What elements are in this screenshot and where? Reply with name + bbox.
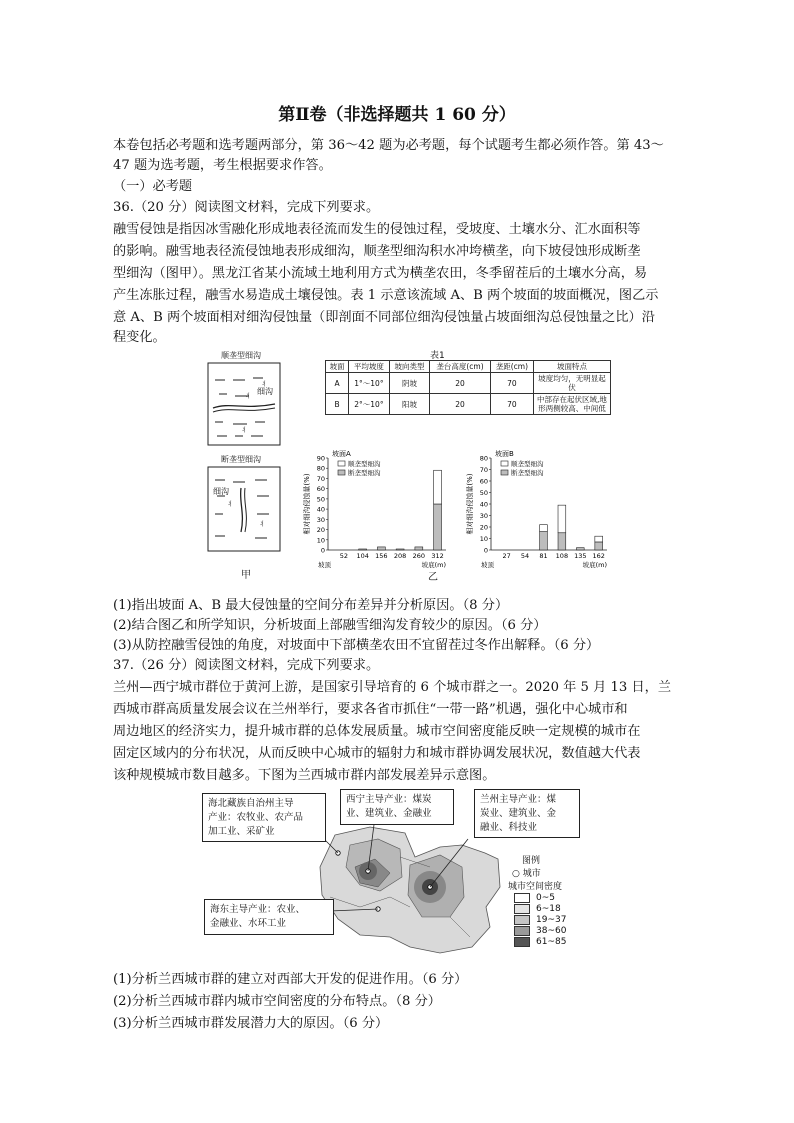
table-cell: 中部存在起伏区域,地形两侧较高、中间低 <box>534 394 611 415</box>
legend-range-label: 38~60 <box>536 926 567 936</box>
q36-para-line-6: 程变化。 <box>113 330 166 345</box>
callout-xining-line: 业、建筑业、金融业 <box>346 807 432 819</box>
table1-header: 坡向类型 <box>389 361 430 373</box>
legend-swatch-duanlong <box>338 470 345 475</box>
y-tick-label: 0 <box>320 546 325 555</box>
table1-header: 平均坡度 <box>349 361 390 373</box>
x-tick-label: 27 <box>502 552 511 560</box>
y-tick-label: 20 <box>479 523 488 532</box>
table-cell: A <box>326 373 349 394</box>
callout-xining-line: 西宁主导产业：煤炭 <box>346 794 432 805</box>
lanxi-map <box>200 787 592 959</box>
svg-text:丬: 丬 <box>227 501 234 508</box>
bar-duanlong <box>558 533 566 550</box>
y-tick-label: 60 <box>316 485 325 494</box>
table1 <box>325 360 611 415</box>
x-tick-label: 156 <box>375 552 388 560</box>
bar-duanlong <box>595 542 603 550</box>
table-row <box>326 373 611 394</box>
legend-label-duanlong: 断垄型细沟 <box>348 469 381 477</box>
legend-density-rows <box>508 893 590 947</box>
legend-density-title: 城市空间密度 <box>508 882 563 892</box>
y-tick-label: 20 <box>316 526 325 535</box>
y-tick-label: 40 <box>316 505 325 514</box>
callout-xining <box>340 789 454 825</box>
callout-haidong-line: 海东主导产业：农业、 <box>210 904 306 915</box>
city-marker-icon: ○ <box>512 869 520 879</box>
x-label-bottom: 坡底(m) <box>421 561 446 569</box>
callout-haidong-line: 金融业、水环工业 <box>210 917 287 929</box>
legend-swatch-duanlong <box>501 470 508 475</box>
y-tick-label: 60 <box>479 477 488 486</box>
x-tick-label: 135 <box>574 552 587 560</box>
diagram-duanlong <box>205 466 283 554</box>
y-tick-label: 70 <box>316 474 325 483</box>
table-cell: 1°～10° <box>349 373 390 394</box>
section-heading: （一）必考题 <box>113 179 193 194</box>
legend-label-duanlong: 断垄型细沟 <box>511 469 544 477</box>
y-tick-label: 80 <box>316 464 325 473</box>
y-tick-label: 40 <box>479 500 488 509</box>
table1-header: 垄距(cm) <box>490 361 533 373</box>
x-tick-label: 162 <box>592 552 605 560</box>
legend-density-row <box>514 926 590 936</box>
callout-haidong <box>204 899 334 935</box>
y-tick-label: 50 <box>316 495 325 504</box>
svg-text:丬: 丬 <box>259 521 266 528</box>
x-tick-label: 312 <box>431 552 444 560</box>
q36-heading: 36.（20 分）阅读图文材料，完成下列要求。 <box>113 200 380 215</box>
table-cell: 2°～10° <box>349 394 390 415</box>
x-tick-label: 260 <box>412 552 426 560</box>
callout-lanzhou-line: 兰州主导产业：煤 <box>480 794 557 805</box>
y-tick-label: 10 <box>479 535 488 543</box>
legend-swatch-shunlong <box>338 461 345 466</box>
q37-para-line-1: 兰州—西宁城市群位于黄河上游，是国家引导培育的 6 个城市群之一。2020 年 5 月 13 日，兰 <box>113 680 672 695</box>
gully-label-top: 细沟 <box>257 387 273 396</box>
legend-label-shunlong: 顺垄型细沟 <box>511 460 544 468</box>
table-row <box>326 394 611 415</box>
x-label-top: 坡顶 <box>481 561 494 569</box>
q36-para-line-1: 融雪侵蚀是指因冰雪融化形成地表径流而发生的侵蚀过程，受坡度、土壤水分、汇水面积等 <box>113 222 641 237</box>
legend-swatch <box>514 915 530 925</box>
y-axis-label: 相对细沟侵蚀量(%) <box>466 473 474 535</box>
y-tick-label: 70 <box>479 466 488 474</box>
chart-slope-a <box>290 450 460 570</box>
y-tick-label: 90 <box>316 454 325 463</box>
x-tick-label: 104 <box>356 552 369 560</box>
q37-para-line-4: 固定区域内的分布状况，从而反映中心城市的辐射力和城市群协调发展状况，数值越大代表 <box>113 746 641 761</box>
bar-shunlong <box>434 470 442 504</box>
callout-lanzhou-line: 炭业、建筑业、金 <box>480 807 557 819</box>
legend-density-row <box>514 893 590 903</box>
legend-swatch <box>514 904 530 914</box>
callout-haibei <box>202 793 326 842</box>
legend-range-label: 6~18 <box>536 904 561 914</box>
q36-para-line-3: 型细沟（图甲）。黑龙江省某小流域土地利用方式为横垄农田，冬季留茬后的土壤水分高，易 <box>113 266 648 281</box>
q36-para-line-4: 产生冻胀过程，融雪水易造成土壤侵蚀。表 1 示意该流域 A、B 两个坡面的坡面概况，图乙示 <box>113 288 659 303</box>
q37-para-line-2: 西城市群高质量发展会议在兰州举行，要求各省市抓住“一带一路”机遇，强化中心城市和 <box>113 702 628 717</box>
chart-title: 坡面B <box>495 450 514 458</box>
callout-haibei-line: 海北藏族自治州主导 <box>208 798 294 809</box>
legend-range-label: 0~5 <box>536 893 555 903</box>
bar-shunlong <box>558 505 566 533</box>
legend-swatch <box>514 893 530 903</box>
diagram-shunlong <box>205 362 283 448</box>
y-tick-label: 30 <box>479 512 488 520</box>
legend-density-row <box>514 915 590 925</box>
y-tick-label: 10 <box>316 536 325 545</box>
legend-range-label: 19~37 <box>536 915 567 925</box>
callout-haibei-line: 加工业、采矿业 <box>208 825 275 837</box>
x-tick-label: 108 <box>555 552 569 560</box>
x-tick-label: 54 <box>520 552 530 560</box>
bar-duanlong <box>434 504 442 550</box>
legend-range-label: 61~85 <box>536 937 567 947</box>
bar-duanlong <box>540 532 548 550</box>
table-cell: 20 <box>430 394 491 415</box>
table-cell: 阴坡 <box>389 373 430 394</box>
gully-label-bottom: 细沟 <box>213 487 229 496</box>
table1-header: 坡面特点 <box>534 361 611 373</box>
table-cell: B <box>326 394 349 415</box>
q36-para-line-5: 意 A、B 两个坡面相对细沟侵蚀量（即剖面不同部位细沟侵蚀量占坡面细沟总侵蚀量之比）沿 <box>113 310 655 325</box>
legend-title: 图例 <box>522 856 541 866</box>
label-duanlong: 断垄型细沟 <box>221 455 261 464</box>
legend-label-shunlong: 顺垄型细沟 <box>348 460 381 468</box>
label-shunlong: 顺垄型细沟 <box>221 351 261 360</box>
callout-lanzhou <box>474 789 580 838</box>
table1-header: 垄台高度(cm) <box>430 361 491 373</box>
map-legend <box>508 853 590 947</box>
legend-density-row <box>514 937 590 947</box>
q37-sub-3: (3)分析兰西城市群发展潜力大的原因。（6 分） <box>113 1016 389 1031</box>
q37-sub-1: (1)分析兰西城市群的建立对西部大开发的促进作用。（6 分） <box>113 972 468 987</box>
q36-sub-3: (3)从防控融雪侵蚀的角度，对坡面中下部横垄农田不宜留茬过冬作出解释。（6 分） <box>113 638 600 653</box>
legend-city-label: 城市 <box>522 869 541 879</box>
chart-title: 坡面A <box>332 450 351 458</box>
table1-caption: 表1 <box>430 351 445 361</box>
x-tick-label: 208 <box>393 552 407 560</box>
x-label-top: 坡顶 <box>318 561 331 569</box>
q37-para-line-3: 周边地区的经济实力，提升城市群的总体发展质量。城市空间密度能反映一定规模的城市在 <box>113 724 641 739</box>
x-tick-label: 52 <box>339 552 349 560</box>
chart-slope-b <box>455 450 615 570</box>
caption-yi: 乙 <box>428 572 438 583</box>
svg-text:丬: 丬 <box>261 381 268 388</box>
bar-duanlong <box>359 549 367 550</box>
x-tick-label: 81 <box>539 552 548 560</box>
q36-para-line-2: 的影响。融雪地表径流侵蚀地表形成细沟，顺垄型细沟积水冲垮横垄，向下坡侵蚀形成断垄 <box>113 244 641 259</box>
caption-jia: 甲 <box>241 570 251 581</box>
svg-text:丬: 丬 <box>245 393 252 400</box>
table-cell: 坡度均匀，无明显起伏 <box>534 373 611 394</box>
table1-header: 坡面 <box>326 361 349 373</box>
legend-swatch <box>514 926 530 936</box>
bar-duanlong <box>396 549 404 550</box>
legend-swatch-shunlong <box>501 461 508 466</box>
y-tick-label: 80 <box>479 454 488 463</box>
bar-duanlong <box>415 547 423 550</box>
bar-duanlong <box>377 547 385 550</box>
callout-haibei-line: 产业：农牧业、农产品 <box>208 811 304 823</box>
y-tick-label: 50 <box>479 489 488 497</box>
table-cell: 20 <box>430 373 491 394</box>
y-tick-label: 0 <box>483 546 488 555</box>
intro-line-2: 47 题为选考题，考生根据要求作答。 <box>113 158 332 173</box>
page-title: 第Ⅱ卷（非选择题共 1 60 分） <box>278 105 516 125</box>
y-axis-label: 相对细沟侵蚀量(%) <box>303 473 311 535</box>
legend-city-row <box>512 866 590 879</box>
table-cell: 70 <box>490 394 533 415</box>
bar-duanlong <box>576 548 584 550</box>
intro-line-1: 本卷包括必考题和选考题两部分，第 36～42 题为必考题，每个试题考生都必须作答。第 43～ <box>113 138 664 153</box>
bar-shunlong <box>540 525 548 532</box>
table-cell: 阳坡 <box>389 394 430 415</box>
legend-density-row <box>514 904 590 914</box>
table-cell: 70 <box>490 373 533 394</box>
callout-lanzhou-line: 融业、科技业 <box>480 821 538 833</box>
q36-sub-1: (1)指出坡面 A、B 最大侵蚀量的空间分布差异并分析原因。（8 分） <box>113 598 509 613</box>
y-tick-label: 30 <box>316 515 325 524</box>
x-label-bottom: 坡底(m) <box>582 561 607 569</box>
q37-para-line-5: 该种规模城市数目越多。下图为兰西城市群内部发展差异示意图。 <box>113 768 496 783</box>
q36-sub-2: (2)结合图乙和所学知识，分析坡面上部融雪细沟发育较少的原因。（6 分） <box>113 618 547 633</box>
legend-swatch <box>514 937 530 947</box>
table1-header-row <box>326 361 611 373</box>
q37-sub-2: (2)分析兰西城市群内城市空间密度的分布特点。（8 分） <box>113 994 441 1009</box>
q37-heading: 37.（26 分）阅读图文材料，完成下列要求。 <box>113 658 380 673</box>
svg-text:丬: 丬 <box>241 427 248 434</box>
bar-shunlong <box>595 536 603 542</box>
